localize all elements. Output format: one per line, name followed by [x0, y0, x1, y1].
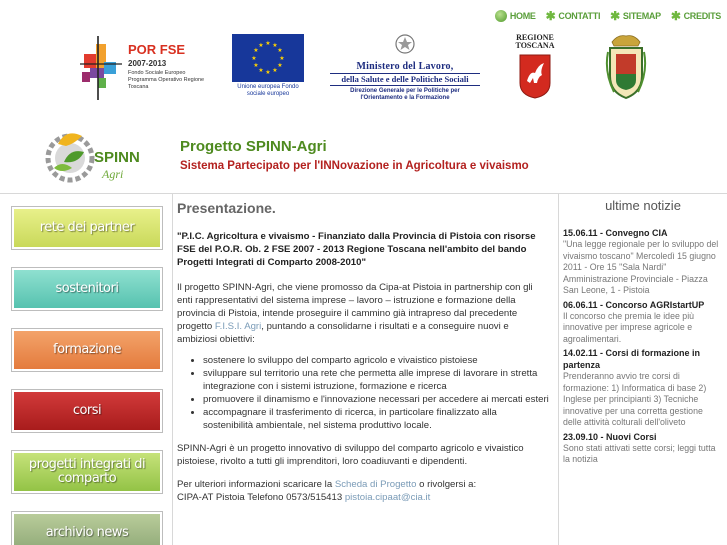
eu-logo[interactable] — [232, 34, 304, 102]
project-subtitle: Sistema Partecipato per l'INNovazione in Agricoltura e vivaismo — [180, 160, 529, 172]
top-bar — [0, 0, 727, 28]
goals-list — [203, 354, 549, 432]
svg-text:★: ★ — [253, 62, 259, 69]
nav-sitemap[interactable] — [610, 10, 661, 22]
news-item — [563, 347, 723, 429]
intro-text-end: , puntando a consolidarne i risultati e a conseguire nuovi e ambiziosi obiettivi: — [177, 321, 509, 345]
svg-text:★: ★ — [258, 67, 264, 74]
ministero-line1: Ministero del Lavoro, — [330, 61, 480, 74]
news-text: "Una legge regionale per lo sviluppo del vivaismo toscano" Mercoledì 15 giugno 2011 - Ore 15 "Sala Nardi" Amministrazione Provinciale - Piazza San Leone, 1 - Pistoia — [563, 239, 719, 295]
toscana-line1: REGIONE — [516, 33, 554, 42]
ministero-line3: Direzione Generale per le Politiche per l'Orientamento e la Formazione — [350, 88, 460, 101]
por-fse-subtitle: Fondo Sociale Europeo Programma Operativo Regione Toscana — [128, 70, 205, 90]
toscana-line2: TOSCANA — [515, 41, 555, 50]
menu-archivio-news[interactable]: archivio news — [12, 512, 162, 545]
email-link[interactable]: pistoia.cipaat@cia.it — [344, 492, 431, 503]
svg-text:★: ★ — [277, 47, 283, 54]
spinn-agri-logo[interactable] — [40, 122, 148, 194]
goal-item: • promuovere il dinamismo e l'innovazione necessari per accedere ai mercati esteri — [203, 393, 549, 406]
asterisk-icon: ✱ — [610, 9, 620, 23]
regione-toscana-logo[interactable] — [512, 34, 558, 102]
news-item — [563, 299, 723, 346]
provincia-coat-of-arms[interactable] — [604, 32, 648, 102]
svg-text:★: ★ — [265, 40, 271, 47]
eu-caption: Unione europea Fondo sociale europeo — [237, 84, 299, 97]
svg-text:★: ★ — [265, 69, 271, 76]
nav-sitemap-label: SITEMAP — [622, 11, 661, 21]
home-icon — [495, 10, 507, 22]
news-item — [563, 227, 723, 297]
svg-text:★: ★ — [251, 55, 257, 62]
top-nav — [495, 10, 721, 22]
right-column-divider — [558, 194, 559, 545]
project-title: Progetto SPINN-Agri — [180, 138, 327, 155]
news-item — [563, 431, 723, 466]
por-fse-logo[interactable] — [76, 34, 206, 102]
news-title-link[interactable]: 15.06.11 - Convegno CIA — [563, 228, 668, 238]
menu-sostenitori[interactable]: sostenitori — [12, 268, 162, 310]
nav-contatti[interactable] — [546, 10, 601, 22]
goal-item: • accompagnare il trasferimento di ricerca, in particolare finalizzato alla sostenibilità ambientale, nel sistema produttivo locale. — [203, 406, 549, 432]
project-description: SPINN-Agri è un progetto innovativo di sviluppo del comparto agricolo e vivaistico pistoiese, rivolto a tutti gli imprenditori, loro coadiuvanti e dipendenti. — [177, 443, 524, 467]
italian-emblem-icon — [393, 32, 417, 56]
svg-text:★: ★ — [253, 47, 259, 54]
nav-home-label: HOME — [509, 11, 536, 21]
por-fse-graphic — [76, 34, 126, 102]
coat-of-arms-icon — [604, 32, 648, 102]
svg-text:★: ★ — [279, 55, 285, 62]
partner-logos — [0, 28, 727, 108]
pegasus-shield-icon — [518, 53, 552, 99]
menu-corsi[interactable]: corsi — [12, 390, 162, 432]
news-title-link[interactable]: 23.09.10 - Nuovi Corsi — [563, 431, 657, 442]
nav-home[interactable] — [495, 10, 536, 22]
news-title-link[interactable]: 14.02.11 - Corsi di formazione in partenza — [563, 348, 701, 370]
news-text: Prenderanno avvio tre corsi di formazione: 1) Informatica di base 2) Inglese per principianti 3) Tecniche innovative per una corretta gestione delle attività colturali dell'oliveto — [563, 371, 707, 427]
news-text: Il concorso che premia le idee più innovative per imprese agricole e agroalimentari. — [563, 310, 695, 344]
contact-text: Per ulteriori informazioni scaricare la — [177, 479, 335, 490]
goal-item: • sviluppare sul territorio una rete che permetta alle imprese di lavorare in stretta integrazione con i sistemi istruzione, formazione e ricerca — [203, 367, 549, 393]
menu-rete-dei-partner[interactable]: rete dei partner — [12, 207, 162, 249]
ministero-line2: della Salute e delle Politiche Sociali — [330, 74, 480, 86]
menu-progetti-integrati[interactable]: progetti integrati di comparto — [12, 451, 162, 493]
svg-text:★: ★ — [258, 42, 264, 49]
news-sidebar — [563, 198, 723, 468]
eu-stars-icon — [232, 34, 304, 82]
svg-text:★: ★ — [272, 42, 278, 49]
contact-phone: CIPA-AT Pistoia Telefono 0573/515413 — [177, 492, 345, 503]
eu-flag — [232, 34, 304, 82]
lead-paragraph: "P.I.C. Agricoltura e vivaismo - Finanziato dalla Provincia di Pistoia con risorse FSE del P.O.R. Ob. 2 FSE 2007 - 2013 Regione Toscana nell'ambito del bando Progetti Integrati di Comparto 2008-2010" — [177, 231, 536, 268]
por-fse-years: 2007-2013 — [128, 59, 167, 68]
scheda-progetto-link[interactable]: Scheda di Progetto — [334, 479, 417, 490]
news-title-link[interactable]: 06.06.11 - Concorso AGRIstartUP — [563, 299, 705, 310]
intro-text: Il progetto SPINN-Agri, che viene promosso da Cipa-at Pistoia in partnership con gli enti rappresentativi del sistema imprese – lavoro – istruzione e formazione della provincia di Pistoia, intende proseguire il cammino già intrapreso dal precedente progetto — [177, 282, 533, 332]
svg-text:★: ★ — [272, 67, 278, 74]
fisi-agri-link[interactable]: F.I.S.I. Agri — [214, 321, 262, 332]
contact-text-end: o rivolgersi a: — [416, 479, 477, 490]
asterisk-icon: ✱ — [670, 9, 681, 23]
left-column-divider — [172, 194, 173, 545]
header-divider — [0, 193, 727, 194]
ministero-logo[interactable] — [330, 32, 480, 104]
menu-formazione[interactable]: formazione — [12, 329, 162, 371]
asterisk-icon: ✱ — [545, 9, 556, 23]
section-heading: Presentazione. — [177, 200, 276, 216]
svg-text:★: ★ — [277, 62, 283, 69]
spinn-logo-text: SPINN — [94, 149, 140, 166]
news-text: Sono stati attivati sette corsi; leggi tutta la notizia — [563, 442, 716, 464]
contact-info — [177, 478, 549, 504]
nav-credits-label: CREDITS — [683, 11, 721, 21]
side-menu — [12, 207, 162, 545]
por-fse-title: POR FSE — [128, 42, 186, 57]
news-heading: ultime notizie — [605, 198, 681, 213]
nav-contatti-label: CONTATTI — [558, 11, 601, 21]
goal-item: • sostenere lo sviluppo del comparto agricolo e vivaistico pistoiese — [203, 354, 549, 367]
main-content — [177, 200, 549, 504]
spinn-gear-leaf-logo — [40, 122, 148, 194]
nav-credits[interactable] — [671, 10, 721, 22]
spinn-logo-subtext: Agri — [102, 167, 124, 181]
intro-paragraph — [177, 281, 549, 346]
